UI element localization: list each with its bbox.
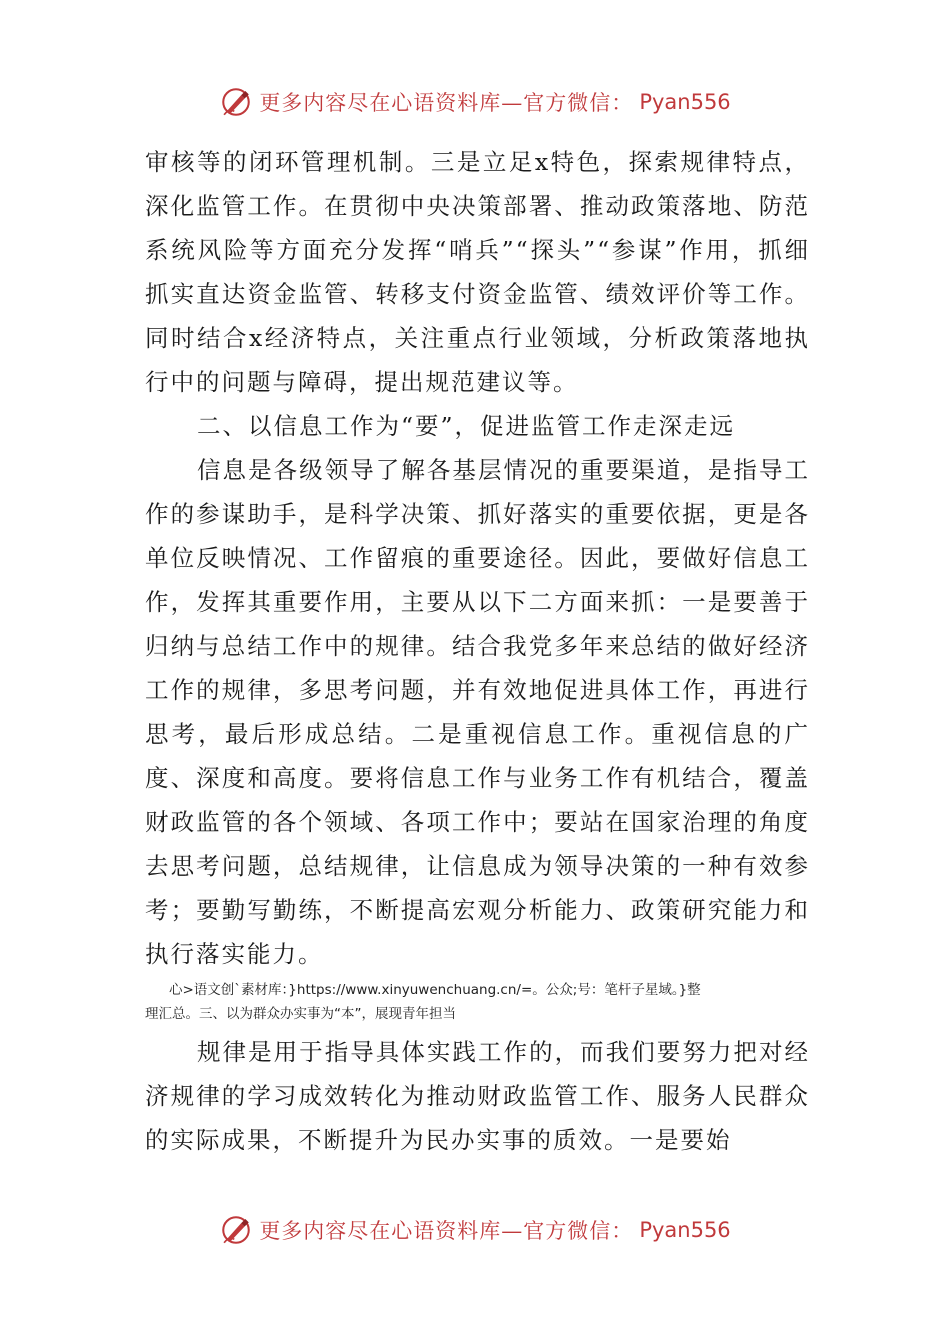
- pen-nib-logo-icon: [219, 85, 253, 119]
- footer-banner: [0, 1210, 950, 1250]
- banner-wechat-id: Pyan556: [639, 1218, 731, 1242]
- banner-text: 更多内容尽在心语资料库—官方微信：: [259, 1219, 634, 1243]
- paragraph-2: 信息是各级领导了解各基层情况的重要渠道，是指导工作的参谋助手，是科学决策、抓好落实的重要依据，更是各单位反映情况、工作留痕的重要途径。因此，要做好信息工作，发挥其重要作用，主要从以下二方面来抓：一是要善于归纳与总结工作中的规律。结合我党多年来总结的做好经济工作的规律，多思考问题，并有效地促进具体工作，再进行思考，最后形成总结。二是重视信息工作。重视信息的广度、深度和高度。要将信息工作与业务工作有机结合，覆盖财政监管的各个领域、各项工作中；要站在国家治理的角度去思考问题，总结规律，让信息成为领导决策的一种有效参考；要勤写勤练，不断提高宏观分析能力、政策研究能力和执行落实能力。: [145, 456, 810, 968]
- banner-wechat-id: Pyan556: [639, 90, 731, 114]
- banner-text: 更多内容尽在心语资料库—官方微信：: [259, 91, 634, 115]
- document-body: [145, 140, 810, 1162]
- source-note-line-2: 理汇总。三、以为群众办实事为“本”，展现青年担当: [145, 1006, 456, 1022]
- paragraph-1: 审核等的闭环管理机制。三是立足x特色，探索规律特点，深化监管工作。在贯彻中央决策部署、推动政策落地、防范系统风险等方面充分发挥“哨兵”“探头”“参谋”作用，抓细抓实直达资金监管、转移支付资金监管、绩效评价等工作。同时结合x经济特点，关注重点行业领域，分析政策落地执行中的问题与障碍，提出规范建议等。: [145, 148, 810, 396]
- paragraph-3: 规律是用于指导具体实践工作的，而我们要努力把对经济规律的学习成效转化为推动财政监管工作、服务人民群众的实际成果，不断提升为民办实事的质效。一是要始: [145, 1038, 810, 1154]
- pen-nib-logo-icon: [219, 1213, 253, 1247]
- header-banner: [0, 82, 950, 122]
- source-note: [145, 978, 810, 1026]
- source-note-line-1: 心>语文创`素材库：}https://www.xinyuwenchuang.cn/=。公众;号：笔杆子星域。}整: [169, 982, 701, 998]
- section-heading-2: 二、以信息工作为“要”，促进监管工作走深走远: [197, 412, 736, 440]
